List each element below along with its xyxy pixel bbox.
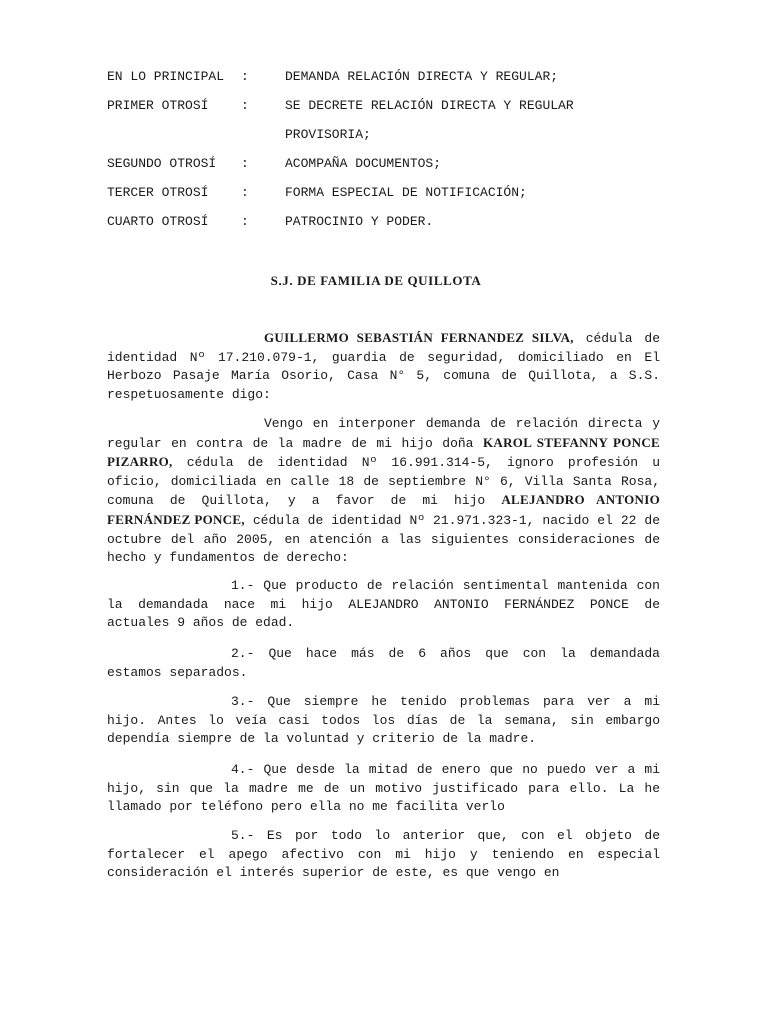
court-heading bbox=[0, 273, 768, 289]
sumilla-value: ACOMPAÑA DOCUMENTOS; bbox=[285, 156, 442, 171]
demand-paragraph bbox=[107, 415, 660, 568]
point-paragraph: 4.- Que desde la mitad de enero que no puedo ver a mi hijo, sin que la madre me de un motivo justificado para ello. La he llamado por teléfono pero ella no me facilita verlo bbox=[107, 762, 660, 815]
sumilla-label: CUARTO OTROSÍ bbox=[107, 214, 209, 229]
sumilla-label: SEGUNDO OTROSÍ bbox=[107, 156, 217, 171]
demand-text-3: cédula de identidad Nº 21.971.323-1, nacido el 22 de octubre del año 2005, en atención a las siguientes consideraciones de hecho y fundamentos de derecho: bbox=[107, 512, 661, 566]
sumilla-value: DEMANDA RELACIÓN DIRECTA Y REGULAR; bbox=[285, 69, 559, 84]
sumilla-colon: : bbox=[241, 185, 249, 200]
defendant-name: KAROL STEFANNY PONCE PIZARRO, bbox=[107, 434, 660, 470]
court-heading-text: S.J. DE FAMILIA DE QUILLOTA bbox=[270, 273, 482, 288]
sumilla-label: TERCER OTROSÍ bbox=[107, 185, 209, 200]
sumilla-value: PATROCINIO Y PODER. bbox=[285, 214, 434, 229]
intro-text: cédula de identidad Nº 17.210.079-1, guardia de seguridad, domiciliado en El Herbozo Pasaje María Osorio, Casa N° 5, comuna de Quillota, a S.S. respetuosamente digo: bbox=[107, 331, 660, 402]
sumilla-colon: : bbox=[241, 69, 249, 84]
demand-text-2: cédula de identidad Nº 16.991.314-5, ignoro profesión u oficio, domiciliada en calle 18 de septiembre N° 6, Villa Santa Rosa, comuna de Quillota, y a favor de mi hijo bbox=[107, 455, 660, 509]
point-paragraph: 5.- Es por todo lo anterior que, con el objeto de fortalecer el apego afectivo con mi hijo y teniendo en especial consideración el interés superior de este, es que vengo en bbox=[107, 828, 660, 881]
intro-paragraph bbox=[107, 329, 660, 404]
point-paragraph: 1.- Que producto de relación sentimental mantenida con la demandada nace mi hijo ALEJANDRO ANTONIO FERNÁNDEZ PONCE de actuales 9 años de edad. bbox=[107, 578, 660, 631]
sumilla-value-continuation: PROVISORIA; bbox=[285, 127, 371, 142]
sumilla-value: FORMA ESPECIAL DE NOTIFICACIÓN; bbox=[285, 185, 527, 200]
demand-text-1: Vengo en interponer demanda de relación directa y regular en contra de la madre de mi hijo doña bbox=[107, 416, 660, 451]
sumilla-value: SE DECRETE RELACIÓN DIRECTA Y REGULAR bbox=[285, 98, 574, 113]
point-paragraph: 3.- Que siempre he tenido problemas para ver a mi hijo. Antes lo veía casi todos los días de la semana, sin embargo dependía siempre de la voluntad y criterio de la madre. bbox=[107, 694, 660, 747]
sumilla-colon: : bbox=[241, 156, 249, 171]
plaintiff-name: GUILLERMO SEBASTIÁN FERNANDEZ SILVA, bbox=[264, 330, 574, 345]
sumilla-colon: : bbox=[241, 214, 249, 229]
sumilla-label: EN LO PRINCIPAL bbox=[107, 69, 225, 84]
point-paragraph: 2.- Que hace más de 6 años que con la demandada estamos separados. bbox=[107, 646, 660, 680]
child-name: ALEJANDRO ANTONIO FERNÁNDEZ PONCE, bbox=[107, 492, 660, 527]
sumilla-colon: : bbox=[241, 98, 249, 113]
sumilla-label: PRIMER OTROSÍ bbox=[107, 98, 209, 113]
